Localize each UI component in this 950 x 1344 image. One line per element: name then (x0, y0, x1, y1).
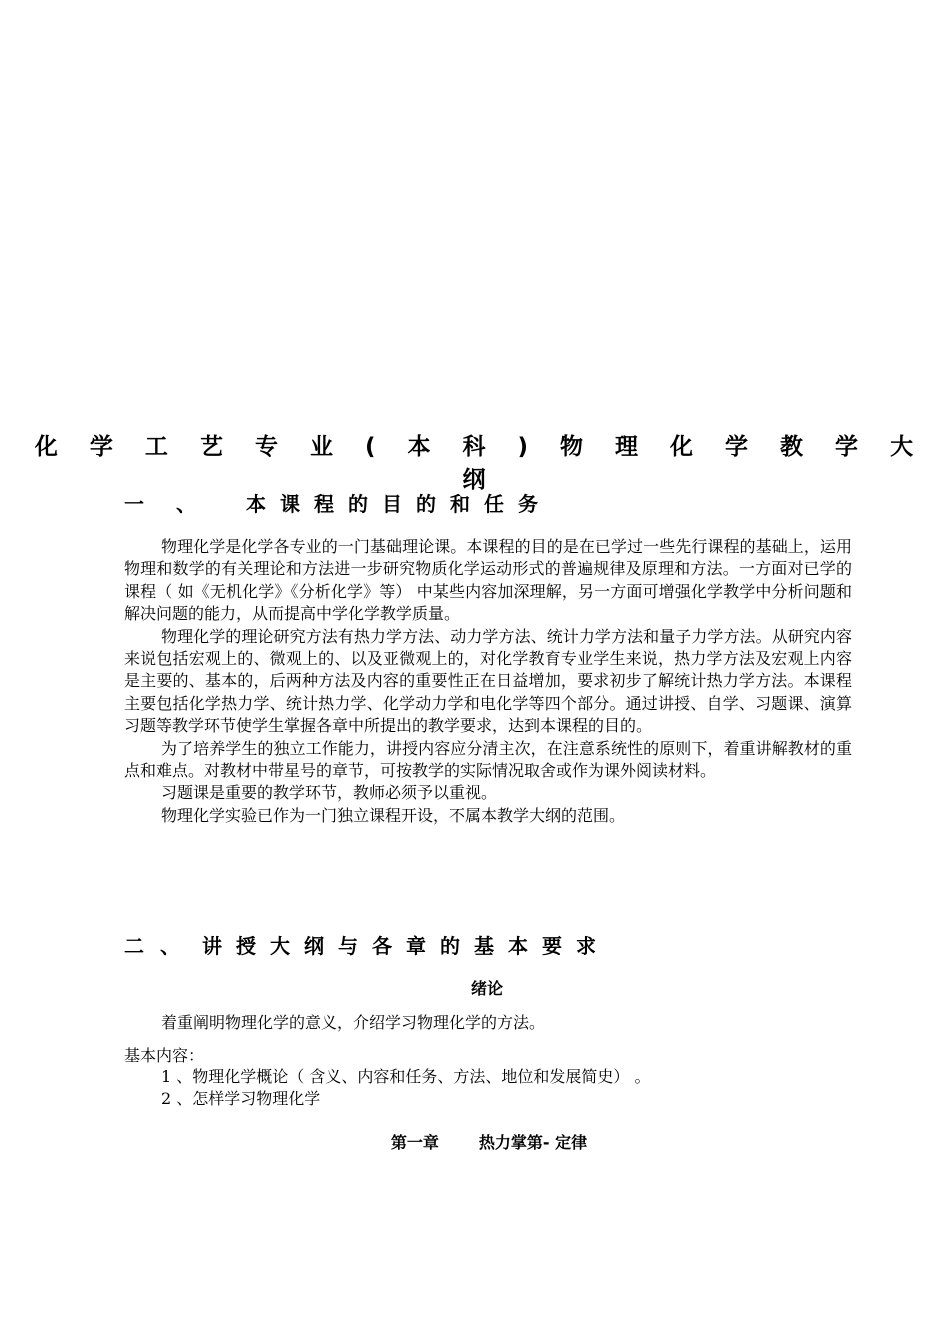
document-title: 化 学 工 艺 专 业 ( 本 科 ) 物 理 化 学 教 学 大 纲 (34, 434, 926, 493)
section-2-comma: 、 (160, 934, 194, 958)
section-1-number: 一 (124, 492, 158, 516)
basic-content-item-1: 1 、物理化学概论（ 含义、内容和任务、方法、地位和发展简史） 。 (161, 1067, 651, 1086)
section-1-comma: 、 (176, 492, 210, 516)
paragraph-4: 习题课是重要的教学环节，教师必须予以重视。 (161, 783, 498, 803)
paragraph-1: 物理化学是化学各专业的一门基础理论课。本课程的目的是在已学过一些先行课程的基础上，运用物理和数学的有关理论和方法进一步研究物质化学运动形式的普遍规律及原理和方法。一方面对已学的课程（ 如《无机化学》《分析化学》等） 中某些内容加深理解，另一方面可增强化学教学中分析问题和解决问题的能力，从而提高中学化学教学质量。 (124, 537, 852, 624)
basic-content-item-2: 2 、怎样学习物理化学 (161, 1089, 321, 1108)
paragraph-3: 为了培养学生的独立工作能力，讲授内容应分清主次，在注意系统性的原则下，着重讲解教材的重点和难点。对教材中带星号的章节，可按教学的实际情况取舍或作为课外阅读材料。 (124, 738, 852, 781)
intro-title: 绪论 (470, 979, 503, 998)
section-heading-2 (124, 930, 610, 959)
basic-content-label: 基本内容： (124, 1046, 205, 1065)
section-2-title: 讲授大纲与各章的基本要求 (202, 934, 610, 958)
chapter-1-title: 热力掌第- 定律 (478, 1133, 588, 1152)
section-2-number: 二 (124, 934, 158, 958)
section-1-title: 本课程的目的和任务 (246, 492, 552, 516)
intro-text: 着重阐明物理化学的意义，介绍学习物理化学的方法。 (161, 1013, 546, 1032)
section-heading-1 (124, 488, 552, 517)
paragraph-2: 物理化学的理论研究方法有热力学方法、动力学方法、统计力学方法和量子力学方法。从研究内容来说包括宏观上的、微观上的、以及亚微观上的，对化学教育专业学生来说，热力学方法及宏观上内容是主要的、基本的，后两种方法及内容的重要性正在日益增加，要求初步了解统计热力学方法。本课程主要包括化学热力学、统计热力学、化学动力学和电化学等四个部分。通过讲授、自学、习题课、演算习题等教学环节使学生掌握各章中所提出的教学要求，达到本课程的目的。 (124, 626, 852, 736)
section-1-body (124, 536, 852, 827)
chapter-1-heading (14, 1130, 950, 1153)
chapter-1-number: 第一章 (390, 1133, 439, 1152)
paragraph-5: 物理化学实验已作为一门独立课程开设，不属本教学大纲的范围。 (161, 805, 626, 825)
